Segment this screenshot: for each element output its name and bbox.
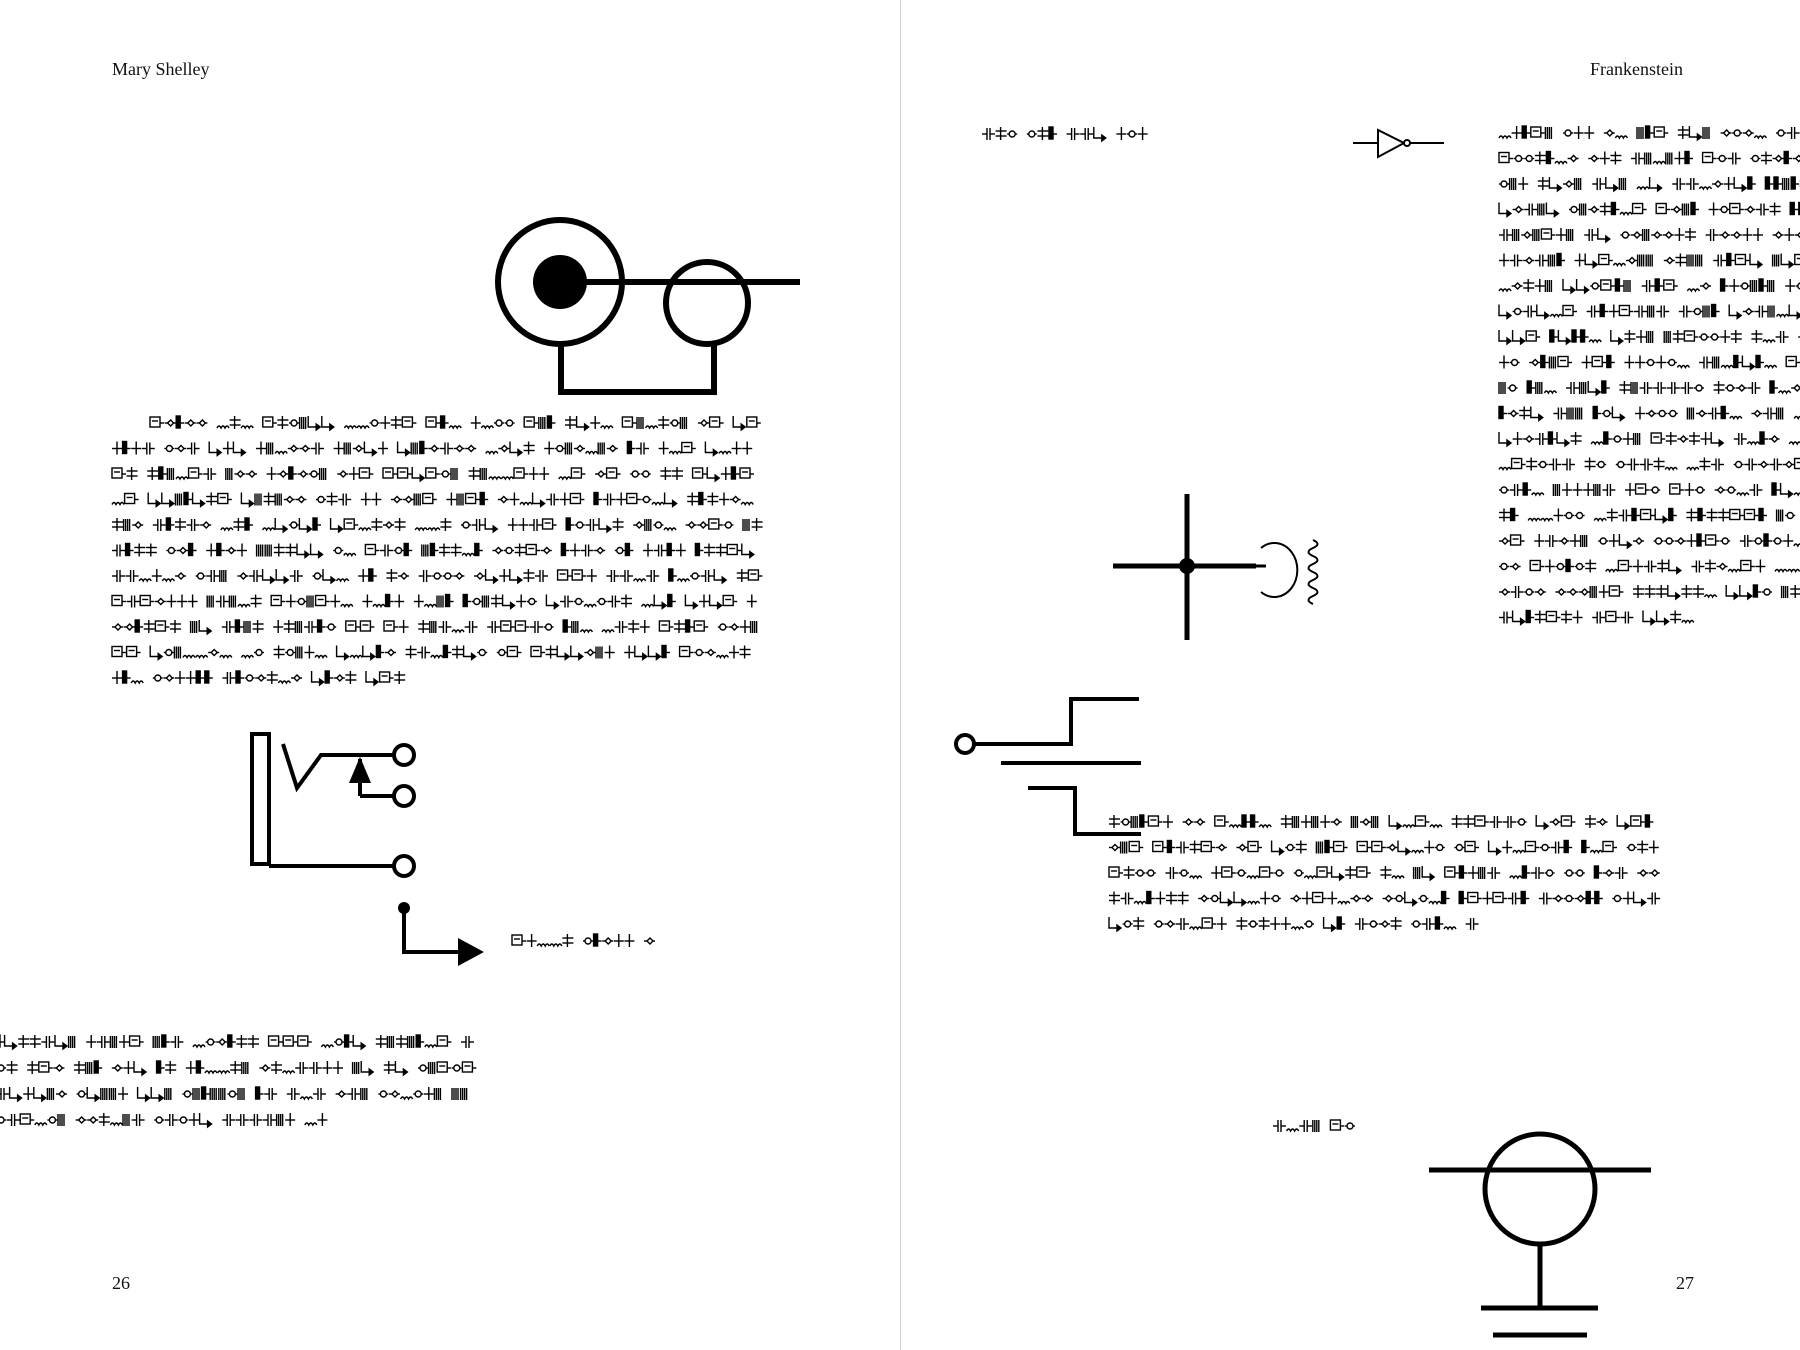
circuit-glyph-word <box>512 934 655 947</box>
switch-contact-symbol-icon <box>252 734 414 876</box>
page-number-right: 27 <box>1676 1273 1694 1293</box>
running-head-title: Frankenstein <box>1590 59 1683 79</box>
circuit-glyph-paragraph <box>1109 815 1660 931</box>
step-line-symbol-icon <box>956 699 1141 834</box>
circuit-glyph-paragraph-lower <box>0 1035 476 1127</box>
circuit-glyph-line <box>982 127 1148 141</box>
crosshair-coil-symbol-icon <box>1113 494 1318 640</box>
circuit-glyph-paragraph <box>112 416 763 685</box>
ground-symbol-icon <box>1429 1134 1651 1335</box>
right-page-artwork <box>901 0 1800 1350</box>
right-page <box>901 0 1800 1350</box>
arrow-symbol-icon <box>398 902 484 966</box>
page-number-left: 26 <box>112 1273 130 1293</box>
circuit-glyph-column <box>1499 126 1800 625</box>
running-head-author: Mary Shelley <box>112 59 210 79</box>
inverter-symbol-icon <box>1353 130 1444 157</box>
circle-dot-symbol-icon <box>498 220 800 392</box>
circuit-glyph-word <box>1273 1120 1355 1132</box>
